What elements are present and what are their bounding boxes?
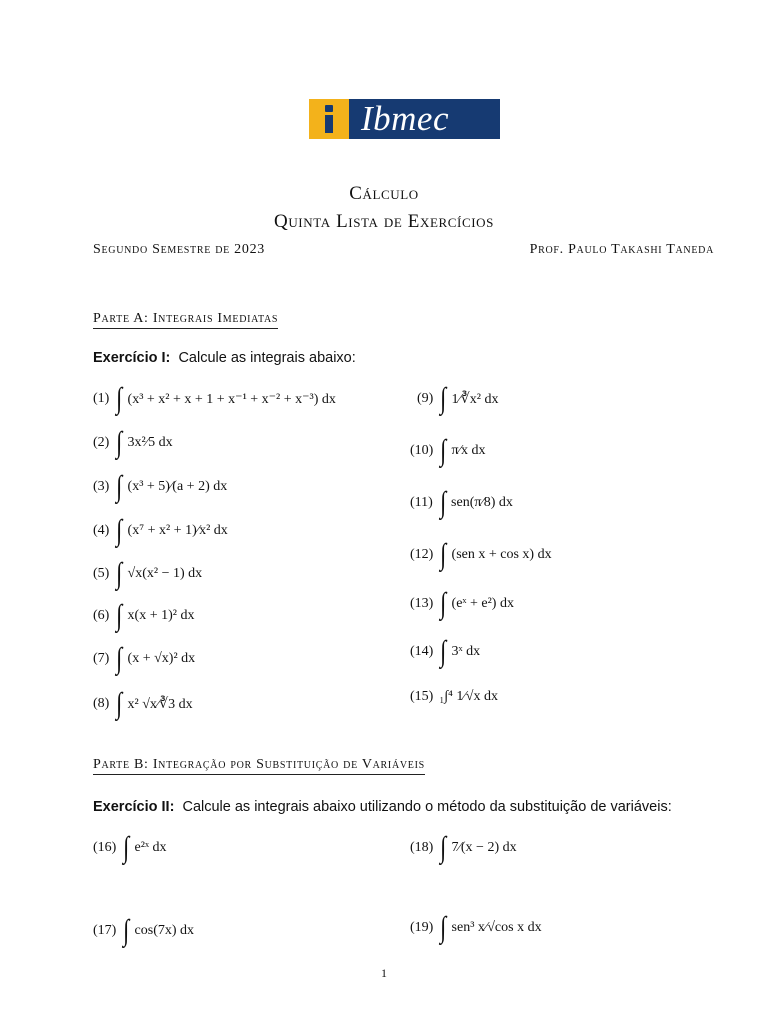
page-number: 1: [381, 966, 387, 980]
integral-item: (16) ∫ e²ˣ dx: [93, 831, 167, 864]
integral-item: (14) ∫ 3ˣ dx: [410, 635, 481, 668]
integral-sign: ∫: [116, 557, 123, 590]
integral-sign: ∫: [116, 642, 123, 675]
integral-item: (6) ∫ x(x + 1)² dx: [93, 599, 195, 632]
integral-item: (4) ∫ (x⁷ + x² + 1)⁄x² dx: [93, 514, 228, 547]
integral-item: (7) ∫ (x + √x)² dx: [93, 642, 196, 675]
integral-item: (18) ∫ 7⁄(x − 2) dx: [410, 831, 517, 864]
integral-item: (8) ∫ x² √x⁄∛3 dx: [93, 687, 193, 720]
exercise-text: Calcule as integrais abaixo:: [178, 350, 356, 366]
ibmec-logo: [309, 99, 500, 139]
page-subtitle: Quinta Lista de Exercícios: [274, 211, 494, 232]
integral-item: (12) ∫ (sen x + cos x) dx: [410, 538, 552, 571]
integral-item: (5) ∫ √x(x² − 1) dx: [93, 557, 203, 590]
integral-sign: ∫: [440, 587, 447, 620]
integral-item: (2) ∫ 3x²⁄5 dx: [93, 426, 173, 459]
integral-sign: ∫: [116, 470, 123, 503]
integral-item: (1) ∫ (x³ + x² + x + 1 + x⁻¹ + x⁻² + x⁻³) dx: [93, 382, 336, 415]
integral-sign: ∫: [123, 914, 130, 947]
integral-item: (9) ∫ 1⁄∛x² dx: [417, 382, 499, 415]
section-heading-part-a: Parte A: Integrais Imediatas: [93, 311, 278, 329]
integral-sign: ∫: [123, 831, 130, 864]
logo-wordmark: Ibmec: [361, 99, 450, 138]
integral-sign: ∫: [440, 635, 447, 668]
page-title: Cálculo: [349, 183, 419, 204]
integral-sign: ∫: [439, 486, 447, 519]
exercise-2-instruction: [93, 799, 672, 815]
integral-item: (19) ∫ sen³ x⁄√cos x dx: [410, 911, 542, 944]
exercise-text: Calcule as integrais abaixo utilizando o método da substituição de variáveis:: [182, 799, 672, 815]
exercise-label: Exercício II:: [93, 799, 175, 815]
integral-item: (13) ∫ (eˣ + e²) dx: [410, 587, 514, 620]
professor: Prof. Paulo Takashi Taneda: [529, 242, 714, 257]
exercise-1-instruction: [93, 350, 356, 366]
exercise-label: Exercício I:: [93, 350, 171, 366]
integral-item: (15) ₁∫⁴ 1⁄√x dx: [410, 689, 498, 704]
semester: Segundo Semestre de 2023: [93, 242, 265, 257]
integral-sign: ∫: [440, 382, 447, 415]
logo-i-mark: [309, 99, 349, 139]
integral-sign: ∫: [440, 911, 447, 944]
integral-item: (11) ∫ sen(π⁄8) dx: [410, 486, 513, 519]
integral-sign: ∫: [440, 434, 447, 467]
integral-sign: ∫: [116, 382, 123, 415]
integral-item: (10) ∫ π⁄x dx: [410, 434, 486, 467]
section-heading-part-b: Parte B: Integração por Substituição de Variáveis: [93, 757, 425, 775]
integral-sign: ∫: [116, 426, 123, 459]
integral-sign: ∫: [440, 831, 447, 864]
integral-item: (17) ∫ cos(7x) dx: [93, 914, 195, 947]
integral-item: (3) ∫ (x³ + 5)⁄(a + 2) dx: [93, 470, 228, 503]
integral-sign: ∫: [116, 687, 123, 720]
integral-sign: ∫: [440, 538, 447, 571]
integral-sign: ∫: [116, 514, 123, 547]
integral-sign: ∫: [116, 599, 123, 632]
